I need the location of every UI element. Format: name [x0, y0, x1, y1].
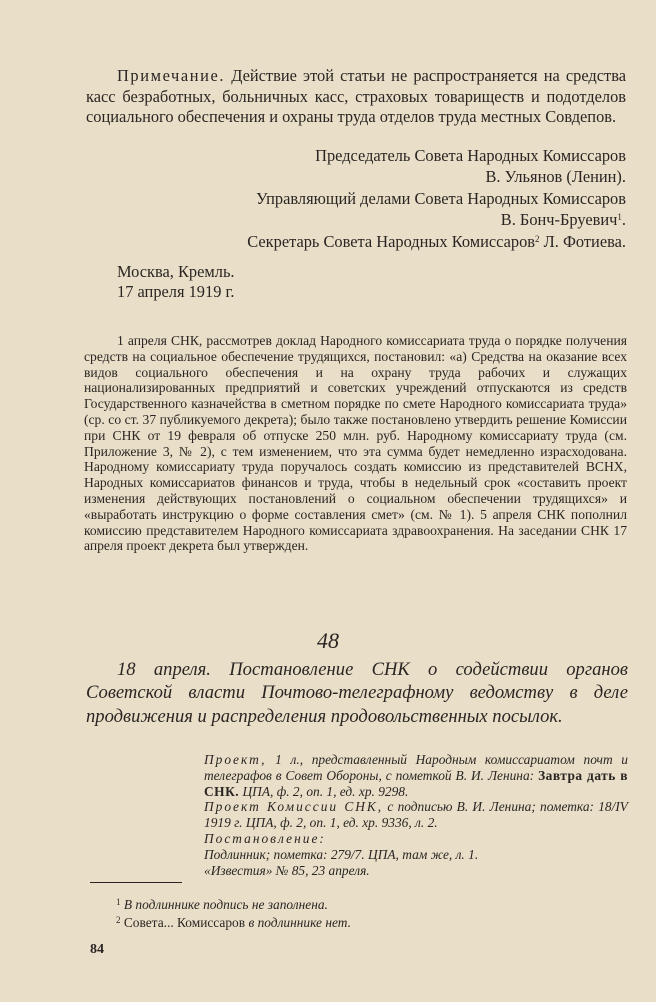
- chairman-title: Председатель Совета Народных Комиссаров: [315, 146, 626, 165]
- source-draft-archive: ЦПА, ф. 2, оп. 1, ед. хр. 9298.: [242, 783, 409, 799]
- footnote-2-italic: в подлиннике нет.: [248, 914, 351, 930]
- source-draft-text: 1 л., представленный Народным комиссариатом почт и телеграфов в Совет Обороны, с пометкой В. И. Ленина:: [204, 752, 628, 783]
- source-draft-mark: Завтра дать в СНК.: [204, 767, 628, 799]
- secretary-line: [66, 231, 626, 252]
- footnotes: [116, 896, 626, 931]
- footnote-1-text: В подлиннике подпись не заполнена.: [123, 897, 328, 912]
- source-original: Подлинник; пометка: 279/7. ЦПА, там же, л. 1.: [204, 846, 479, 862]
- place-date: [117, 262, 235, 302]
- source-commission: [180, 799, 628, 831]
- secretary-name: Л. Фотиева.: [543, 232, 626, 251]
- chairman-name: В. Ульянов (Ленин).: [485, 167, 626, 186]
- place-date-line: 17 апреля 1919 г.: [117, 282, 235, 301]
- manager-name-line: [66, 209, 626, 230]
- footnote-1-mark: 1: [116, 897, 121, 907]
- source-draft: [180, 752, 628, 799]
- source-commission-label: Проект Комиссии СНК,: [204, 799, 384, 815]
- footnote-2-mark: 2: [116, 914, 121, 925]
- note-label: Примечание.: [117, 66, 226, 85]
- source-izvestia: «Известия» № 85, 23 апреля.: [204, 862, 370, 878]
- footnote-2: [116, 914, 626, 932]
- editorial-endnote: 1 апреля СНК, рассмотрев доклад Народного комиссариата труда о порядке получения средств на социальное обеспечение трудящихся, постановил: «а) Средства на оказание всех видов социального обеспечения и на охрану труда рабочих и служащих национализированных предприятий и советских учреждений отпускаются из средств Государственного казначейства в сметном порядке по смете Народного комиссариата труда» (ср. со ст. 37 публикуемого декрета); было также постановлено утвердить решение Комиссии при СНК от 19 февраля об отпуске 250 млн. руб. Народному комиссариату труда (см. Приложение 3, № 2), с тем изменением, что эта сумма будет немедленно израсходована. Народному комиссариату труда поручалось создать комиссию из представителей ВСНХ, Народных комиссариатов финансов и труда, чтобы в недельный срок «составить проект изменения действующих постановлений о социальном обеспечении трудящихся» и «выработать инструкцию о форме составления смет» (см. № 1). 5 апреля СНК пополнил комиссию представителем Народного комиссариата здравоохранения. На заседании СНК 17 апреля проект декрета был утвержден.: [84, 333, 627, 554]
- footnote-1: [116, 896, 626, 914]
- document-title: 18 апреля. Постановление СНК о содействии органов Советской власти Почтово-телеграфному ведомству в деле продвижения и распределения продовольственных посылок.: [86, 659, 628, 727]
- manager-title: Управляющий делами Совета Народных Комиссаров: [256, 189, 626, 208]
- note-paragraph: [86, 66, 626, 128]
- footnote-ref-2: 2: [535, 234, 540, 244]
- source-notes: [180, 752, 628, 878]
- footnote-2-plain: Совета... Комиссаров: [123, 914, 246, 930]
- source-resolution-label: Постановление:: [204, 830, 326, 846]
- footnote-divider: [90, 882, 182, 883]
- note-text: Действие этой статьи не распространяется на средства касс безработных, больничных касс, страховых товариществ и подотделов социального обеспечения и охраны труда отделов труда местных Совдепов.: [86, 66, 626, 126]
- page-number: 84: [90, 942, 104, 957]
- chairman-signature: [66, 145, 626, 187]
- secretary-signature: [66, 231, 626, 252]
- source-draft-label: Проект,: [204, 752, 267, 767]
- manager-signature: [66, 188, 626, 230]
- document-number: 48: [317, 628, 339, 653]
- manager-name: В. Бонч-Бруевич: [500, 210, 618, 229]
- secretary-title: Секретарь Совета Народных Комиссаров: [247, 232, 536, 251]
- source-commission-text: с подписью В. И. Ленина; пометка: 18/IV 1919 г. ЦПА, ф. 2, оп. 1, ед. хр. 9336, л. 2.: [204, 799, 628, 831]
- footnote-ref-1: 1: [617, 212, 622, 222]
- manager-name-end: .: [621, 210, 626, 229]
- place-city: Москва, Кремль.: [117, 262, 235, 281]
